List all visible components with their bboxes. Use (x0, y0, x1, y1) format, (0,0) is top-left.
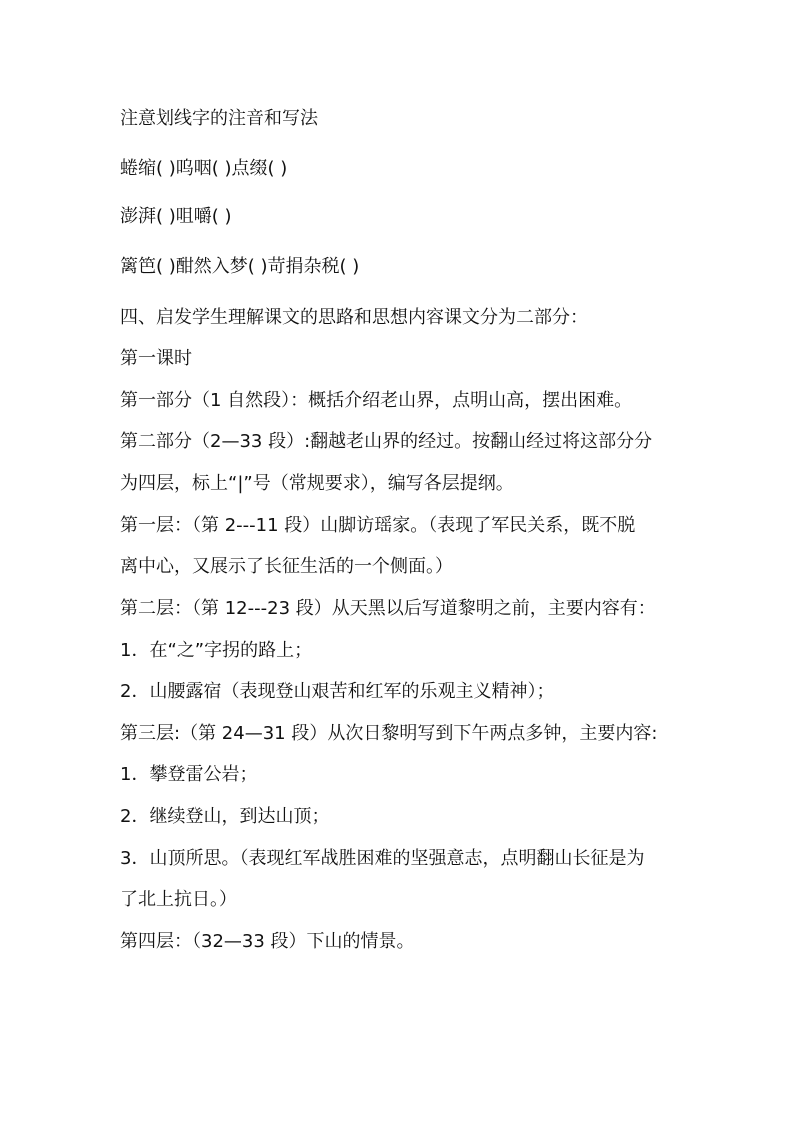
heading-note-pronunciation: 注意划线字的注音和写法 (120, 108, 318, 129)
vocab-line-1: 蜷缩( )呜咽( )点缀( ) (120, 158, 288, 179)
lesson-label: 第一课时 (120, 348, 192, 369)
layer-four-text: 第四层：（32—33 段）下山的情景。 (120, 931, 415, 952)
list-item-cont: 了北上抗日。） (120, 889, 237, 910)
part-two-text: 第二部分（2—33 段）:翻越老山界的经过。按翻山经过将这部分分 (120, 431, 653, 452)
list-item: 1．在“之”字拐的路上； (120, 640, 313, 661)
list-item: 2．山腰露宿（表现登山艰苦和红军的乐观主义精神）； (120, 681, 555, 702)
vocab-line-3: 篱笆( )酣然入梦( )苛捐杂税( ) (120, 256, 360, 277)
part-one-text: 第一部分（1 自然段）：概括介绍老山界，点明山高，摆出困难。 (120, 390, 633, 411)
layer-one-text-cont: 离中心，又展示了长征生活的一个侧面。） (120, 556, 453, 577)
list-item: 1．攀登雷公岩； (120, 764, 258, 785)
part-two-text-cont: 为四层，标上“|”号（常规要求），编写各层提纲。 (120, 473, 514, 494)
layer-three-text: 第三层:（第 24—31 段）从次日黎明写到下午两点多钟，主要内容: (120, 723, 658, 744)
vocab-line-2: 澎湃( )咀嚼( ) (120, 206, 232, 227)
list-item: 3．山顶所思。（表现红军战胜困难的坚强意志，点明翻山长征是为 (120, 848, 645, 869)
layer-two-text: 第二层：（第 12---23 段）从天黑以后写道黎明之前，主要内容有： (120, 598, 656, 619)
layer-one-text: 第一层：（第 2---11 段）山脚访瑶家。（表现了军民关系，既不脱 (120, 515, 636, 536)
section-four-heading: 四、启发学生理解课文的思路和思想内容课文分为二部分： (120, 307, 588, 328)
list-item: 2．继续登山，到达山顶； (120, 806, 330, 827)
